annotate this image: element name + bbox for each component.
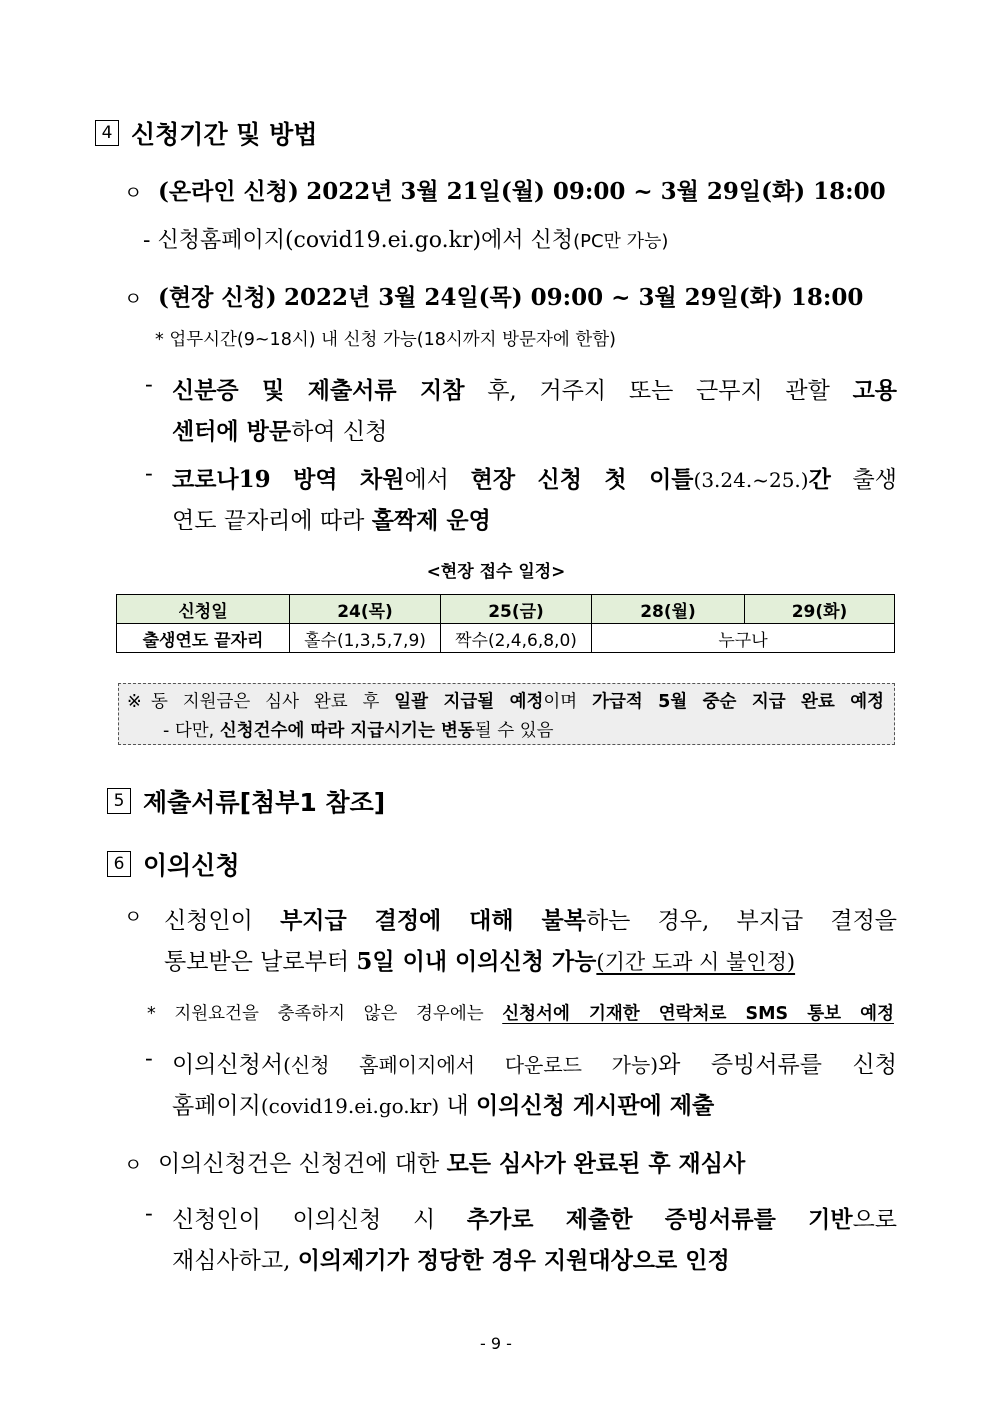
- onsite-application-line: [124, 279, 863, 312]
- onsite-item2-bold2: 현장 신청 첫 이틀: [470, 466, 694, 493]
- onsite-item2-bold3: 간: [808, 466, 831, 493]
- section-number-box: 4: [95, 120, 119, 146]
- table-cell: 홀수(1,3,5,7,9): [290, 624, 441, 653]
- onsite-item-1: [145, 372, 897, 446]
- section-6-heading: [107, 846, 240, 882]
- table-header-row: [117, 595, 895, 624]
- dash-bullet: -: [145, 1201, 153, 1227]
- section-title: 제출서류[첨부1 참조]: [143, 788, 386, 817]
- circle-bullet-icon: ㅇ: [124, 1154, 143, 1176]
- objection-item-2: - 신청인이 이의신청 시 추가로 제출한 증빙서류를 기반으로 재심사하고, 이의제기가 정당한 경우 지원대상으로 인정: [145, 1201, 897, 1274]
- table-row: [117, 624, 895, 653]
- section-number-box: 5: [107, 788, 131, 814]
- underlined-note: (기간 도과 시 불인정): [596, 950, 796, 974]
- table-header-cell: 24(목): [290, 595, 441, 624]
- online-label: (온라인 신청): [158, 178, 299, 205]
- page-number: - 9 -: [480, 1334, 512, 1353]
- online-application-line: [124, 173, 886, 206]
- section-4-heading: [95, 115, 317, 151]
- onsite-date: 2022년 3월 24일(목) 09:00 ~ 3월 29일(화) 18:00: [283, 284, 864, 311]
- onsite-item2-text1: 에서: [404, 467, 471, 493]
- onsite-item2-text3: 출생: [830, 467, 897, 493]
- circle-bullet-icon: ㅇ: [124, 288, 143, 310]
- table-cell: 짝수(2,4,6,8,0): [441, 624, 592, 653]
- onsite-item2-text2: (3.24.~25.): [693, 468, 809, 492]
- sms-note: * 지원요건을 충족하지 않은 경우에는 신청서에 기재한 연락처로 SMS 통보 예정: [147, 1004, 894, 1024]
- circle-bullet-icon: ㅇ: [124, 182, 143, 204]
- section-title: 신청기간 및 방법: [131, 120, 318, 149]
- onsite-item2-text4: 연도 끝자리에 따라: [172, 508, 372, 534]
- table-caption: <현장 접수 일정>: [426, 562, 566, 582]
- onsite-item2-bold1: 코로나19 방역 차원: [172, 466, 405, 493]
- onsite-item1-text2: 하여 신청: [291, 419, 388, 445]
- notice-box: [118, 683, 895, 745]
- table-row-label: 출생연도 끝자리: [117, 624, 290, 653]
- section-5-heading: [107, 783, 385, 819]
- table-header-cell: 29(화): [745, 595, 895, 624]
- dash-bullet: -: [143, 228, 151, 253]
- section-number-box: 6: [107, 851, 131, 877]
- online-sub-text: 신청홈페이지(covid19.ei.go.kr)에서 신청: [157, 228, 574, 253]
- dash-bullet: -: [145, 1046, 153, 1072]
- table-header-cell: 25(금): [441, 595, 592, 624]
- dash-bullet: -: [145, 372, 153, 398]
- onsite-item1-bold2: 고용: [852, 377, 898, 404]
- table-cell: 누구나: [592, 624, 895, 653]
- circle-bullet-icon: ㅇ: [124, 906, 143, 928]
- schedule-table: [116, 594, 895, 653]
- table-header-cell: 신청일: [117, 595, 290, 624]
- onsite-hours-note: * 업무시간(9~18시) 내 신청 가능(18시까지 방문자에 한함): [155, 330, 616, 350]
- onsite-label: (현장 신청): [158, 284, 277, 311]
- section-title: 이의신청: [143, 851, 240, 880]
- dash-bullet: -: [145, 461, 153, 487]
- online-date: 2022년 3월 21일(월) 09:00 ~ 3월 29일(화) 18:00: [306, 178, 886, 205]
- onsite-item1-bold3: 센터에 방문: [172, 418, 292, 445]
- objection-paragraph-2: ㅇ 이의신청건은 신청건에 대한 모든 심사가 완료된 후 재심사: [124, 1150, 746, 1177]
- notice-line-1: ※동 지원금은 심사 완료 후 일괄 지급될 예정이며 가급적 5월 중순 지급 완료 예정: [127, 692, 885, 712]
- onsite-item2-bold4: 홀짝제 운영: [371, 507, 491, 534]
- onsite-item1-bold1: 신분증 및 제출서류 지참: [172, 377, 465, 404]
- onsite-item1-text1: 후, 거주지 또는 근무지 관할: [464, 378, 853, 404]
- table-header-cell: 28(월): [592, 595, 745, 624]
- objection-item-1: - 이의신청서(신청 홈페이지에서 다운로드 가능)와 증빙서류를 신청 홈페이지(covid19.ei.go.kr) 내 이의신청 게시판에 제출: [145, 1046, 897, 1119]
- objection-paragraph-1: ㅇ 신청인이 부지급 결정에 대해 불복하는 경우, 부지급 결정을 통보받은 날로부터 5일 이내 이의신청 가능(기간 도과 시 불인정): [124, 902, 897, 976]
- onsite-item-2: [145, 461, 897, 535]
- online-sub-small: (PC만 가능): [573, 231, 669, 252]
- online-sub-line: [143, 223, 668, 254]
- notice-line-2: - 다만, 신청건수에 따라 지급시기는 변동될 수 있음: [163, 721, 554, 741]
